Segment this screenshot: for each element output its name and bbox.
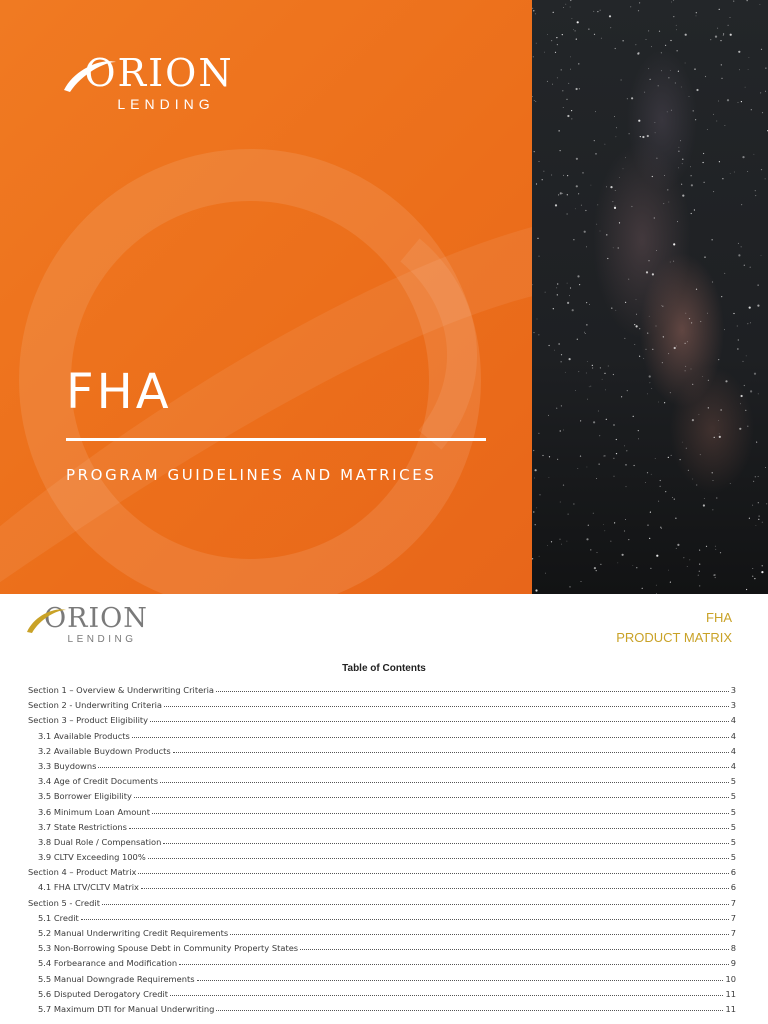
toc-dot-leader [152, 808, 729, 814]
toc-entry-page: 5 [730, 806, 736, 817]
toc-entry[interactable] [28, 746, 736, 761]
toc-entry-page: 5 [730, 821, 736, 832]
cover-subtitle: PROGRAM GUIDELINES AND MATRICES [66, 466, 437, 484]
toc-entry-label: 4.1 FHA LTV/CLTV Matrix [38, 882, 139, 893]
toc-dot-leader [141, 883, 729, 889]
toc-entry-page: 3 [730, 685, 736, 695]
page-logo [30, 604, 165, 645]
toc-dot-leader [138, 868, 728, 874]
toc-entry[interactable] [28, 791, 736, 806]
toc-entry[interactable] [28, 731, 736, 746]
toc-entry[interactable] [28, 898, 736, 913]
toc-entry-label: 5.3 Non-Borrowing Spouse Debt in Community Property States [38, 943, 299, 954]
toc-dot-leader [150, 716, 729, 722]
toc-dot-leader [179, 959, 729, 965]
toc-entry-page: 5 [730, 836, 736, 847]
toc-entry-label: 3.9 CLTV Exceeding 100% [38, 852, 146, 863]
toc-dot-leader [132, 732, 729, 738]
toc-dot-leader [216, 686, 729, 692]
toc-entry-label: 3.6 Minimum Loan Amount [38, 806, 151, 817]
toc-entry-label: 3.3 Buydowns [38, 760, 97, 771]
toc-dot-leader [98, 762, 728, 768]
toc-entry-page: 6 [730, 867, 736, 878]
toc-entry-page: 3 [730, 700, 736, 711]
toc-entry-label: 5.5 Manual Downgrade Requirements [38, 973, 195, 984]
toc-entry-page: 5 [730, 776, 736, 787]
toc-entry[interactable] [28, 913, 736, 928]
header-line-1: FHA [706, 610, 732, 625]
toc-entry[interactable] [28, 989, 736, 1004]
toc-dot-leader [102, 899, 729, 905]
toc-entry-page: 7 [730, 897, 736, 908]
toc-entry-page: 9 [730, 958, 736, 969]
toc-entry-page: 11 [725, 1003, 736, 1014]
toc-dot-leader [170, 990, 723, 996]
toc-entry-label: 3.1 Available Products [38, 730, 130, 741]
toc-entry[interactable] [28, 776, 736, 791]
toc-page [0, 594, 768, 1024]
toc-entry-label: 3.8 Dual Role / Compensation [38, 836, 162, 847]
toc-entry[interactable] [28, 700, 736, 715]
toc-entry-page: 11 [725, 988, 736, 999]
header-line-2: PRODUCT MATRIX [616, 630, 732, 645]
toc-entry-label: Section 1 – Overview & Underwriting Criteria [28, 685, 214, 695]
milky-way-photo [532, 0, 768, 594]
cover-divider [66, 438, 486, 441]
toc-entry-label: Section 5 - Credit [28, 897, 100, 908]
logo-sub: LENDING [67, 634, 137, 645]
toc-entry-label: Section 4 – Product Matrix [28, 867, 137, 878]
logo-sub: LENDING [117, 96, 215, 112]
toc-entry[interactable] [28, 852, 736, 867]
toc-entry-label: 5.2 Manual Underwriting Credit Requirements [38, 928, 229, 938]
cover-title: FHA [66, 364, 172, 420]
cover-orange-panel [0, 0, 532, 594]
cover-logo [66, 52, 256, 112]
toc-entry-label: 3.7 State Restrictions [38, 821, 127, 832]
logo-word: ORION [84, 51, 234, 95]
toc-dot-leader [160, 777, 729, 783]
toc-dot-leader [197, 975, 724, 981]
toc-entry-label: 5.6 Disputed Derogatory Credit [38, 988, 169, 999]
toc-title: Table of Contents [342, 663, 426, 674]
toc-entry[interactable] [28, 837, 736, 852]
toc-entry-page: 4 [730, 760, 736, 771]
logo-word: ORION [44, 603, 148, 634]
orion-swoosh-icon [60, 56, 120, 102]
toc-entry-page: 10 [725, 973, 736, 984]
toc-entry-label: 3.2 Available Buydown Products [38, 745, 171, 756]
toc-dot-leader [129, 823, 729, 829]
toc-dot-leader [163, 838, 728, 844]
toc-entry-page: 7 [730, 928, 736, 938]
toc-entry[interactable] [28, 822, 736, 837]
toc-entry[interactable] [28, 715, 736, 730]
table-of-contents [28, 685, 736, 1019]
toc-entry-page: 5 [730, 852, 736, 863]
toc-entry-label: 3.4 Age of Credit Documents [38, 776, 159, 787]
toc-dot-leader [173, 747, 729, 753]
toc-entry-label: Section 3 – Product Eligibility [28, 715, 149, 726]
toc-entry[interactable] [28, 1004, 736, 1019]
toc-dot-leader [164, 701, 729, 707]
toc-entry-page: 4 [730, 745, 736, 756]
toc-dot-leader [134, 792, 729, 798]
toc-entry-label: 5.4 Forbearance and Modification [38, 958, 178, 969]
toc-entry[interactable] [28, 807, 736, 822]
toc-dot-leader [230, 929, 728, 935]
toc-entry-label: 5.1 Credit [38, 912, 79, 923]
toc-dot-leader [148, 853, 729, 859]
toc-entry[interactable] [28, 867, 736, 882]
toc-entry-label: 5.7 Maximum DTI for Manual Underwriting [38, 1003, 215, 1014]
toc-entry[interactable] [28, 974, 736, 989]
toc-entry-page: 6 [730, 882, 736, 893]
toc-entry[interactable] [28, 761, 736, 776]
toc-dot-leader [81, 914, 729, 920]
starfield-image [532, 0, 768, 594]
toc-entry[interactable] [28, 958, 736, 973]
orion-swoosh-icon [24, 606, 68, 640]
page-header [616, 608, 732, 648]
toc-entry[interactable] [28, 928, 736, 943]
toc-entry-page: 7 [730, 912, 736, 923]
toc-dot-leader [216, 1005, 723, 1011]
toc-entry-page: 5 [730, 791, 736, 802]
toc-entry-label: 3.5 Borrower Eligibility [38, 791, 132, 802]
toc-entry-page: 4 [730, 715, 736, 726]
toc-entry[interactable] [28, 685, 736, 700]
toc-entry[interactable] [28, 882, 736, 897]
toc-dot-leader [300, 944, 729, 950]
toc-entry-label: Section 2 - Underwriting Criteria [28, 700, 163, 711]
toc-entry-page: 4 [730, 730, 736, 741]
toc-entry-page: 8 [730, 943, 736, 954]
toc-entry[interactable] [28, 943, 736, 958]
